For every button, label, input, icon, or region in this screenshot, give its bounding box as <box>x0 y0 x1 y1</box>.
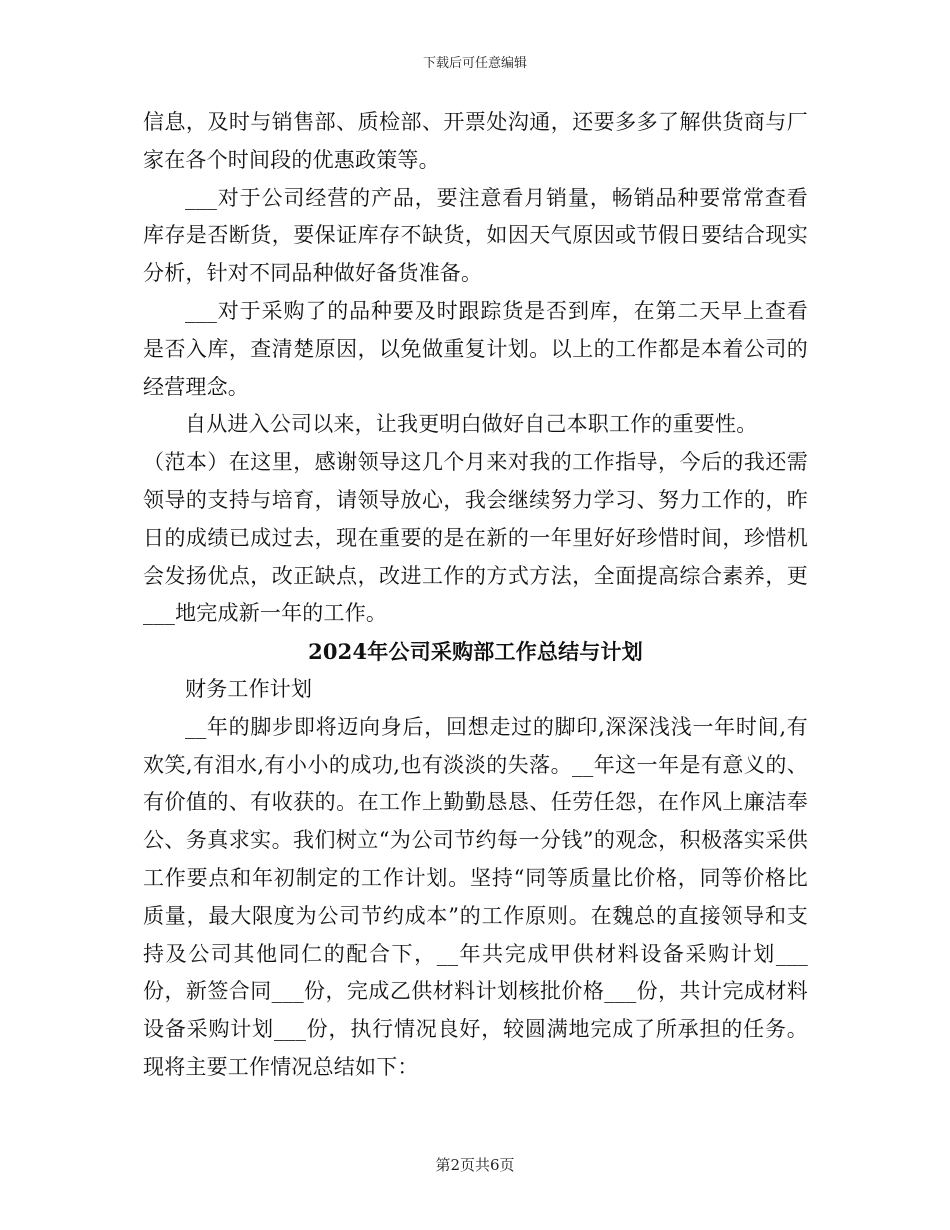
paragraph-since-joining: 自从进入公司以来，让我更明白做好自己本职工作的重要性。 <box>185 412 758 437</box>
paragraph-sales-volume: ___对于公司经营的产品，要注意看月销量，畅销品种要常常查看库存是否断货，要保证库存不缺货，如因天气原因或节假日要结合现实分析，针对不同品种做好备货准备。 <box>143 185 808 286</box>
paragraph-tracking: ___对于采购了的品种要及时跟踪货是否到库，在第二天早上查看是否入库，查清楚原因，以免做重复计划。以上的工作都是本着公司的经营理念。 <box>143 298 808 399</box>
page-number: 第2页共6页 <box>435 1156 515 1174</box>
section-subtitle: 财务工作计划 <box>185 676 313 701</box>
page-header: 下载后可任意编辑 <box>422 56 527 71</box>
document-body <box>143 104 808 1087</box>
paragraph-thanks: （范本）在这里，感谢领导这几个月来对我的工作指导，今后的我还需领导的支持与培育，请领导放心，我会继续努力学习、努力工作的，昨日的成绩已成过去，现在重要的是在新的一年里好好珍惜时间，珍惜机会发扬优点，改正缺点，改进工作的方式方法，全面提高综合素养，更___地完成新一年的工作。 <box>143 450 808 626</box>
section-title: 2024年公司采购部工作总结与计划 <box>308 639 643 665</box>
paragraph-continuation: 信息，及时与销售部、质检部、开票处沟通，还要多多了解供货商与厂家在各个时间段的优惠政策等。 <box>143 110 808 172</box>
section-body-paragraph: __年的脚步即将迈向身后，回想走过的脚印,深深浅浅一年时间,有欢笑,有泪水,有小小的成功,也有淡淡的失落。__年这一年是有意义的、有价值的、有收获的。在工作上勤勤恳恳、任劳任怨，在作风上廉洁奉公、务真求实。我们树立“为公司节约每一分钱”的观念，积极落实采供工作要点和年初制定的工作计划。坚持“同等质量比价格，同等价格比质量，最大限度为公司节约成本”的工作原则。在魏总的直接领导和支持及公司其他同仁的配合下，__年共完成甲供材料设备采购计划___份，新签合同___份，完成乙供材料计划核批价格___份，共计完成材料设备采购计划___份，执行情况良好，较圆满地完成了所承担的任务。现将主要工作情况总结如下： <box>143 714 808 1079</box>
